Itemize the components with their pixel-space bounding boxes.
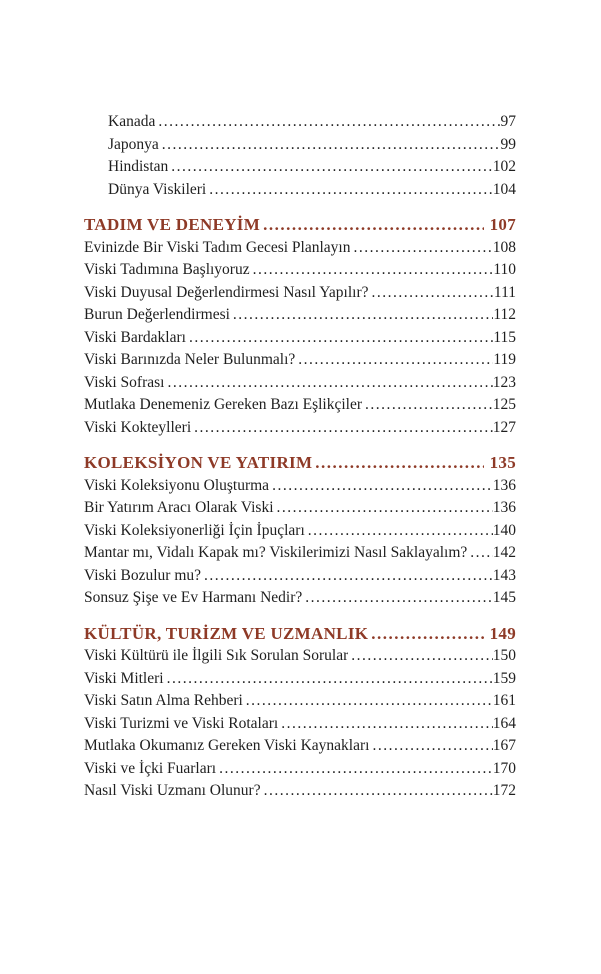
toc-entry[interactable] xyxy=(84,565,516,588)
dot-leader xyxy=(189,327,493,350)
toc-entry-label: Mutlaka Denemeniz Gereken Bazı Eşlikçiler xyxy=(84,396,363,413)
toc-entry[interactable] xyxy=(84,327,516,350)
toc-entry-page: 125 xyxy=(492,396,516,413)
toc-section xyxy=(84,111,516,201)
toc-entry-label: Bir Yatırım Aracı Olarak Viski xyxy=(84,499,274,516)
toc-entry-label: Dünya Viskileri xyxy=(108,180,207,198)
toc-entry-page: 136 xyxy=(492,499,516,516)
toc-entry[interactable] xyxy=(84,497,516,520)
dot-leader xyxy=(233,304,493,327)
toc-entry-page: 111 xyxy=(493,283,516,301)
toc-entry-label: Viski Tadımına Başlıyoruz xyxy=(84,261,250,278)
toc-entry[interactable] xyxy=(84,475,516,498)
toc-entry-label: Viski Turizmi ve Viski Rotaları xyxy=(84,714,279,732)
toc-entry-label: Viski Koleksiyonerliği İçin İpuçları xyxy=(84,521,305,539)
dot-leader xyxy=(298,349,493,372)
dot-leader xyxy=(167,668,493,691)
toc-entry-page: 140 xyxy=(492,521,516,539)
toc-entry-label: Japonya xyxy=(108,135,159,153)
toc-heading-page: 149 xyxy=(489,623,516,643)
toc-entry-page: 123 xyxy=(492,373,516,391)
toc-heading-label: TADIM VE DENEYİM xyxy=(84,215,261,234)
toc-section-heading[interactable] xyxy=(84,452,516,475)
toc-entry-label: Viski Barınızda Neler Bulunmalı? xyxy=(84,351,296,368)
toc-entry[interactable] xyxy=(84,349,516,372)
toc-entry[interactable] xyxy=(84,780,516,803)
toc-heading-label: KÜLTÜR, TURİZM VE UZMANLIK xyxy=(84,623,369,643)
toc-entry[interactable] xyxy=(84,156,516,179)
toc-entry[interactable] xyxy=(84,372,516,395)
dot-leader xyxy=(253,259,494,282)
toc-entry-page: 104 xyxy=(492,180,516,198)
toc-entry-label: Hindistan xyxy=(108,158,169,175)
dot-leader xyxy=(305,587,493,610)
toc-entry-label: Viski Satın Alma Rehberi xyxy=(84,692,243,709)
dot-leader xyxy=(204,565,493,588)
toc-entry-label: Viski Sofrası xyxy=(84,373,165,391)
toc-entry[interactable] xyxy=(84,735,516,758)
toc-entry[interactable] xyxy=(84,259,516,282)
toc-entry-page: 127 xyxy=(492,418,516,436)
toc-entry-page: 108 xyxy=(492,238,516,256)
toc-entry-page: 115 xyxy=(493,328,516,346)
toc-section xyxy=(84,214,516,439)
toc-entry[interactable] xyxy=(84,282,516,305)
dot-leader xyxy=(158,111,500,134)
dot-leader xyxy=(162,134,501,157)
dot-leader xyxy=(272,475,493,498)
dot-leader xyxy=(264,780,493,803)
dot-leader xyxy=(219,758,493,781)
toc-entry[interactable] xyxy=(84,179,516,202)
dot-leader xyxy=(263,214,484,237)
toc-entry[interactable] xyxy=(84,134,516,157)
toc-entry-label: Viski Bozulur mu? xyxy=(84,566,202,584)
toc-entry[interactable] xyxy=(84,758,516,781)
toc-heading-label: KOLEKSİYON VE YATIRIM xyxy=(84,453,313,472)
toc-heading-page: 135 xyxy=(489,453,516,472)
toc-entry-page: 167 xyxy=(492,737,516,754)
dot-leader xyxy=(308,520,493,543)
toc-entry-label: Viski Bardakları xyxy=(84,328,186,346)
toc-entry-page: 164 xyxy=(492,714,516,732)
toc-entry[interactable] xyxy=(84,645,516,668)
toc-entry-page: 112 xyxy=(493,306,516,323)
toc-entry-label: Viski ve İçki Fuarları xyxy=(84,759,217,777)
toc-entry-page: 150 xyxy=(492,647,516,664)
dot-leader xyxy=(365,394,493,417)
toc-section-heading[interactable] xyxy=(84,623,516,646)
toc-section xyxy=(84,452,516,610)
table-of-contents xyxy=(84,111,516,803)
toc-entry-page: 161 xyxy=(492,692,516,709)
toc-entry-label: Viski Kokteylleri xyxy=(84,418,192,436)
dot-leader xyxy=(372,735,492,758)
toc-entry[interactable] xyxy=(84,304,516,327)
toc-entry-page: 110 xyxy=(493,261,516,278)
toc-entry-page: 159 xyxy=(492,669,516,687)
dot-leader xyxy=(194,417,493,440)
toc-entry[interactable] xyxy=(84,690,516,713)
dot-leader xyxy=(351,645,492,668)
toc-entry-page: 136 xyxy=(492,476,516,494)
toc-entry[interactable] xyxy=(84,237,516,260)
toc-entry-page: 142 xyxy=(492,544,516,561)
toc-heading-page: 107 xyxy=(489,215,516,234)
toc-entry-page: 143 xyxy=(492,566,516,584)
dot-leader xyxy=(470,542,492,565)
dot-leader xyxy=(167,372,492,395)
dot-leader xyxy=(246,690,493,713)
toc-entry[interactable] xyxy=(84,668,516,691)
dot-leader xyxy=(209,179,493,202)
toc-entry-label: Viski Koleksiyonu Oluşturma xyxy=(84,476,270,494)
dot-leader xyxy=(315,452,483,475)
toc-entry[interactable] xyxy=(84,587,516,610)
toc-entry-label: Kanada xyxy=(108,113,156,130)
toc-entry[interactable] xyxy=(84,713,516,736)
toc-section-heading[interactable] xyxy=(84,214,516,237)
toc-entry-label: Viski Duyusal Değerlendirmesi Nasıl Yapılır? xyxy=(84,283,369,301)
toc-entry-label: Evinizde Bir Viski Tadım Gecesi Planlayın xyxy=(84,238,351,256)
toc-entry-label: Viski Kültürü ile İlgili Sık Sorulan Sorular xyxy=(84,647,349,664)
dot-leader xyxy=(171,156,492,179)
toc-entry-page: 119 xyxy=(493,351,516,368)
toc-entry[interactable] xyxy=(84,111,516,134)
toc-entry-page: 97 xyxy=(500,113,516,130)
toc-entry-label: Viski Mitleri xyxy=(84,669,164,687)
toc-entry-page: 99 xyxy=(500,135,516,153)
toc-entry[interactable] xyxy=(84,542,516,565)
dot-leader xyxy=(353,237,492,260)
dot-leader xyxy=(277,497,493,520)
toc-entry-page: 170 xyxy=(492,759,516,777)
toc-entry-page: 145 xyxy=(492,589,516,606)
dot-leader xyxy=(372,282,494,305)
toc-entry-label: Nasıl Viski Uzmanı Olunur? xyxy=(84,782,261,799)
toc-entry-label: Sonsuz Şişe ve Ev Harmanı Nedir? xyxy=(84,589,303,606)
toc-entry-label: Mantar mı, Vidalı Kapak mı? Viskilerimizi Nasıl Saklayalım? xyxy=(84,544,468,561)
dot-leader xyxy=(371,623,483,646)
toc-entry[interactable] xyxy=(84,394,516,417)
toc-entry-label: Mutlaka Okumanız Gereken Viski Kaynakları xyxy=(84,737,370,754)
toc-entry-label: Burun Değerlendirmesi xyxy=(84,306,230,323)
toc-entry[interactable] xyxy=(84,417,516,440)
toc-entry[interactable] xyxy=(84,520,516,543)
toc-section xyxy=(84,623,516,803)
toc-entry-page: 102 xyxy=(492,158,516,175)
toc-entry-page: 172 xyxy=(492,782,516,799)
dot-leader xyxy=(281,713,493,736)
